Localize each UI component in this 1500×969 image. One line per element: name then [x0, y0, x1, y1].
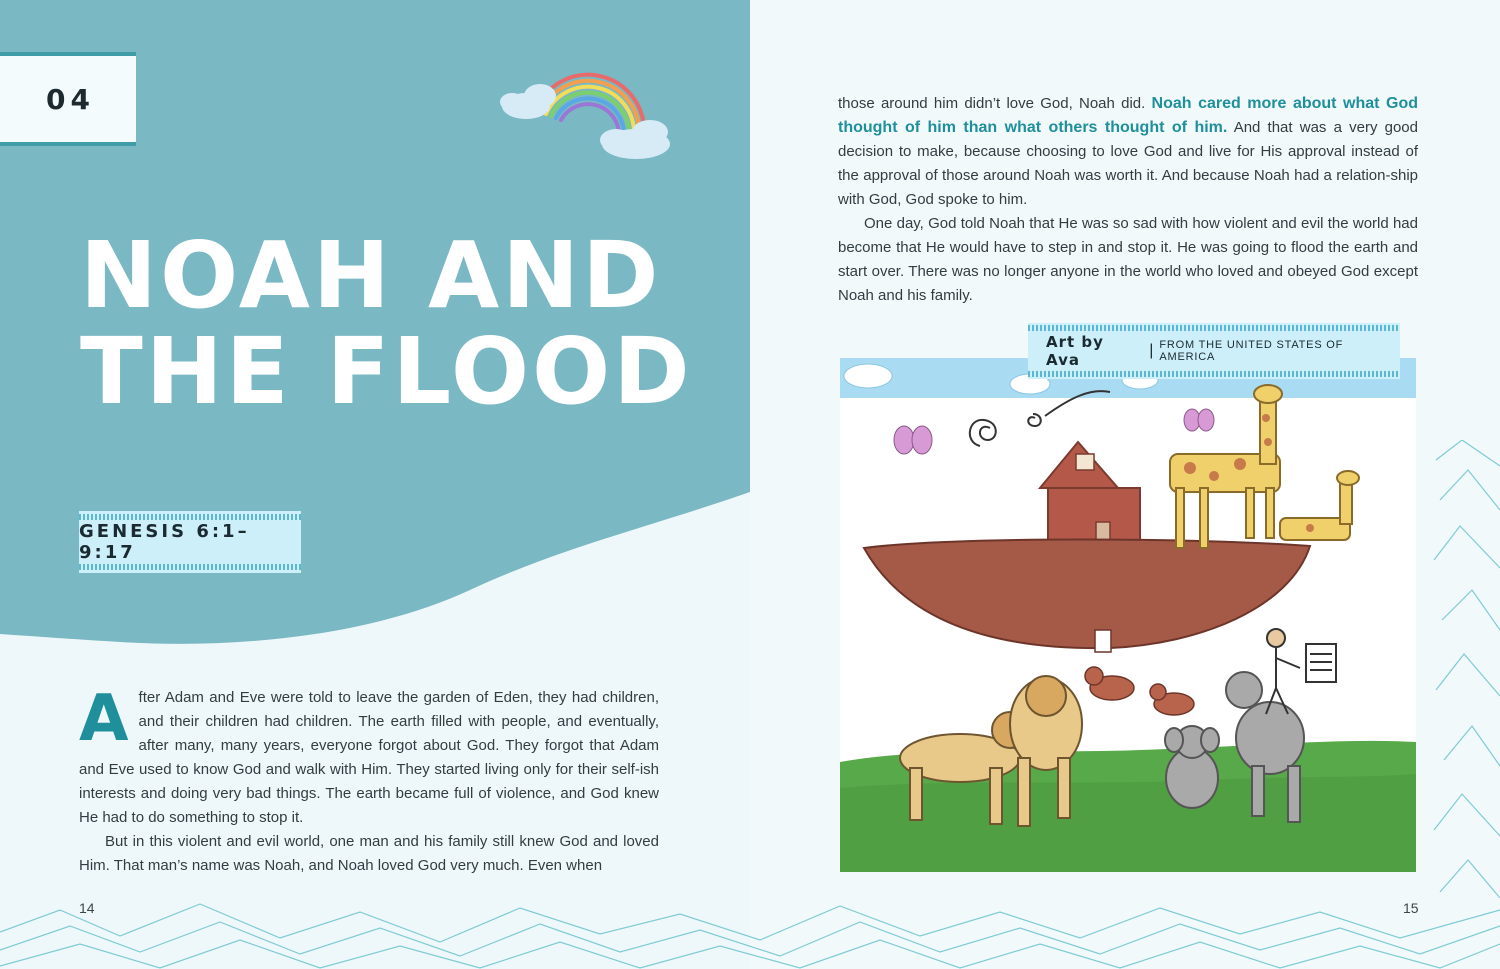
right-body-text [838, 92, 1418, 308]
drop-cap: A [79, 682, 129, 756]
scripture-reference-tag [79, 511, 301, 573]
left-paragraph-1-text: fter Adam and Eve were told to leave the garden of Eden, they had children, and their children had children. The earth filled with people, and eventually, after many, many years, everyone forgot about God. They forgot that Adam and Eve used to know God and walk with Him. They started living only for their self-ish interests and doing very bad things. The earth became full of violence, and God knew He had to do something to stop it. [79, 689, 659, 826]
right-paragraph-2: One day, God told Noah that He was so sad with how violent and evil the world had become that He would have to step in and stop it. He was going to flood the earth and start over. There was no longer anyone in the world who loved and obeyed God except Noah and his family. [838, 215, 1418, 304]
left-paragraph-1 [79, 682, 659, 830]
right-paragraph-1-end: And that was a very good decision to make, because choosing to love God and live for His approval instead of the approval of those around Noah was worth it. And because Noah had a relation-ship with God, God spoke to him. [838, 119, 1418, 208]
left-paragraph-2: But in this violent and evil world, one man and his family still knew God and loved Him. That man’s name was Noah, and Noah loved God very much. Even when [79, 833, 659, 874]
art-origin: FROM THE UNITED STATES OF AMERICA [1159, 339, 1344, 363]
wave-pattern [1432, 440, 1500, 900]
left-body-text [79, 682, 659, 878]
scripture-reference: GENESIS 6:1–9:17 [79, 521, 250, 563]
title-line-1: NOAH AND [80, 222, 662, 329]
child-artwork-image [840, 358, 1416, 872]
art-credit-tag [1028, 323, 1400, 379]
cloud-icon [600, 120, 670, 159]
rainbow-icon [498, 40, 678, 168]
chapter-title [80, 222, 720, 425]
page-number-right: 15 [1403, 900, 1419, 916]
page-number-left: 14 [79, 900, 95, 916]
art-artist: Art by Ava [1046, 333, 1104, 369]
chapter-number-box [0, 52, 136, 146]
chapter-number: 04 [46, 82, 95, 116]
wave-pattern [0, 892, 1500, 969]
right-paragraph-1 [838, 92, 1418, 212]
art-credit-separator: | [1149, 342, 1154, 359]
right-paragraph-1-start: those around him didn’t love God, Noah did. [838, 95, 1146, 112]
highlighted-sentence: Noah cared more about what God thought of him than what others thought of him. [838, 95, 1419, 136]
title-line-2: THE FLOOD [80, 318, 693, 425]
